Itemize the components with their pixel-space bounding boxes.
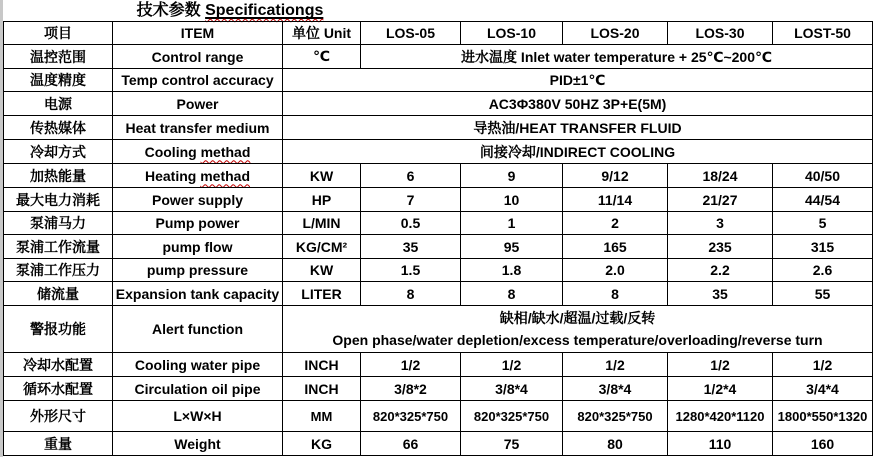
value-cell: 1/2: [361, 353, 461, 377]
value-cell: 1/2: [773, 353, 873, 377]
row-label-en: pump pressure: [113, 259, 283, 282]
row-label-zh: 泵浦马力: [4, 212, 113, 235]
value-cell: 1.5: [361, 259, 461, 282]
page-title-en: Specificationgs: [205, 2, 324, 19]
value-cell: 95: [461, 235, 563, 259]
value-cell: 235: [668, 235, 773, 259]
merged-value-cell: 进水温度 Inlet water temperature + 25℃~200℃: [361, 45, 873, 69]
misspelled-word: methad: [200, 167, 251, 184]
unit-cell: INCH: [283, 377, 361, 401]
unit-cell: KG: [283, 432, 361, 456]
row-label-zh: 泵浦工作流量: [4, 235, 113, 259]
value-cell: 820*325*750: [461, 401, 563, 432]
alert-line-en: Open phase/water depletion/excess temperature/overloading/reverse turn: [332, 332, 823, 348]
value-cell: 2.2: [668, 259, 773, 282]
header-cell-model-lost50: LOST-50: [773, 22, 873, 45]
row-pump-pressure: [4, 259, 873, 282]
row-label-en: Control range: [113, 45, 283, 69]
value-cell: 820*325*750: [361, 401, 461, 432]
value-cell: 44/54: [773, 188, 873, 212]
value-cell: 80: [563, 432, 668, 456]
value-cell: 165: [563, 235, 668, 259]
spec-table: [3, 21, 873, 456]
row-label-zh: 最大电力消耗: [4, 188, 113, 212]
row-alert-function: [4, 306, 873, 353]
header-cell-item-zh: 项目: [4, 22, 113, 45]
row-label-zh: 警报功能: [4, 306, 113, 353]
row-pump-power: [4, 212, 873, 235]
header-cell-model-los10: LOS-10: [461, 22, 563, 45]
unit-cell: KW: [283, 259, 361, 282]
row-label-zh: 重量: [4, 432, 113, 456]
value-cell: 1280*420*1120: [668, 401, 773, 432]
row-label-en: Expansion tank capacity: [113, 282, 283, 306]
unit-cell: ℃: [283, 45, 361, 69]
value-cell: 8: [461, 282, 563, 306]
header-cell-model-los20: LOS-20: [563, 22, 668, 45]
unit-cell: INCH: [283, 353, 361, 377]
row-label-zh: 冷却水配置: [4, 353, 113, 377]
row-label-en: Temp control accuracy: [113, 69, 283, 92]
value-cell: 110: [668, 432, 773, 456]
alert-line-zh: 缺相/缺水/超温/过载/反转: [499, 310, 656, 326]
row-label-en: Power supply: [113, 188, 283, 212]
row-heat-transfer-medium: [4, 116, 873, 140]
row-label-zh: 循环水配置: [4, 377, 113, 401]
value-cell: 55: [773, 282, 873, 306]
merged-value-cell: [283, 306, 873, 353]
row-label-zh: 温控范围: [4, 45, 113, 69]
value-cell: 35: [668, 282, 773, 306]
value-cell: 1.8: [461, 259, 563, 282]
row-label-zh: 传热媒体: [4, 116, 113, 140]
header-cell-item-en: ITEM: [113, 22, 283, 45]
unit-cell: HP: [283, 188, 361, 212]
row-label-en: Circulation oil pipe: [113, 377, 283, 401]
row-control-range: [4, 45, 873, 69]
row-heating-capacity: [4, 164, 873, 188]
value-cell: 11/14: [563, 188, 668, 212]
header-row: [4, 22, 873, 45]
row-label-zh: 温度精度: [4, 69, 113, 92]
row-label-en: Cooling water pipe: [113, 353, 283, 377]
unit-cell: KW: [283, 164, 361, 188]
value-cell: 315: [773, 235, 873, 259]
misspelled-word: methad: [200, 143, 251, 160]
row-label-en: Alert function: [113, 306, 283, 353]
unit-cell: LITER: [283, 282, 361, 306]
merged-value-cell: 间接冷却/INDIRECT COOLING: [283, 140, 873, 164]
value-cell: 8: [563, 282, 668, 306]
unit-cell: L/MIN: [283, 212, 361, 235]
value-cell: 35: [361, 235, 461, 259]
value-cell: 820*325*750: [563, 401, 668, 432]
row-label-zh: 储流量: [4, 282, 113, 306]
page-title-zh: 技术参数: [136, 2, 201, 19]
row-label-en: Pump power: [113, 212, 283, 235]
value-cell: 18/24: [668, 164, 773, 188]
value-cell: 9/12: [563, 164, 668, 188]
row-label-zh: 加热能量: [4, 164, 113, 188]
row-temp-accuracy: [4, 69, 873, 92]
value-cell: 66: [361, 432, 461, 456]
value-cell: 3/8*4: [461, 377, 563, 401]
value-cell: 3/8*2: [361, 377, 461, 401]
value-cell: 40/50: [773, 164, 873, 188]
value-cell: 75: [461, 432, 563, 456]
value-cell: 160: [773, 432, 873, 456]
header-cell-unit: 单位 Unit: [283, 22, 361, 45]
value-cell: 9: [461, 164, 563, 188]
value-cell: 1/2: [668, 353, 773, 377]
value-cell: 21/27: [668, 188, 773, 212]
value-cell: 1800*550*1320: [773, 401, 873, 432]
value-cell: 1/2: [563, 353, 668, 377]
value-cell: 5: [773, 212, 873, 235]
row-label-en: Power: [113, 92, 283, 116]
value-cell: 2.0: [563, 259, 668, 282]
row-dimensions: [4, 401, 873, 432]
value-cell: 2.6: [773, 259, 873, 282]
value-cell: 8: [361, 282, 461, 306]
row-expansion-tank: [4, 282, 873, 306]
unit-cell: KG/CM²: [283, 235, 361, 259]
row-label-en: Weight: [113, 432, 283, 456]
value-cell: 1/2*4: [668, 377, 773, 401]
row-label-en: Heating methad: [113, 164, 283, 188]
row-label-zh: 电源: [4, 92, 113, 116]
header-cell-model-los05: LOS-05: [361, 22, 461, 45]
row-weight: [4, 432, 873, 456]
row-cooling-water-pipe: [4, 353, 873, 377]
value-cell: 3/8*4: [563, 377, 668, 401]
row-cooling-method: [4, 140, 873, 164]
value-cell: 10: [461, 188, 563, 212]
row-power: [4, 92, 873, 116]
row-label-zh: 泵浦工作压力: [4, 259, 113, 282]
row-label-en: Heat transfer medium: [113, 116, 283, 140]
row-pump-flow: [4, 235, 873, 259]
row-max-power-consumption: [4, 188, 873, 212]
merged-value-cell: AC3Φ380V 50HZ 3P+E(5M): [283, 92, 873, 116]
value-cell: 3/4*4: [773, 377, 873, 401]
row-circulation-oil-pipe: [4, 377, 873, 401]
value-cell: 6: [361, 164, 461, 188]
value-cell: 1/2: [461, 353, 563, 377]
merged-value-cell: 导热油/HEAT TRANSFER FLUID: [283, 116, 873, 140]
value-cell: 0.5: [361, 212, 461, 235]
row-label-en: Cooling methad: [113, 140, 283, 164]
unit-cell: MM: [283, 401, 361, 432]
value-cell: 7: [361, 188, 461, 212]
row-label-en: pump flow: [113, 235, 283, 259]
row-label-en: L×W×H: [113, 401, 283, 432]
header-cell-model-los30: LOS-30: [668, 22, 773, 45]
value-cell: 1: [461, 212, 563, 235]
value-cell: 3: [668, 212, 773, 235]
row-label-zh: 冷却方式: [4, 140, 113, 164]
row-label-zh: 外形尺寸: [4, 401, 113, 432]
merged-value-cell: PID±1℃: [283, 69, 873, 92]
page-title: [0, 0, 460, 21]
value-cell: 2: [563, 212, 668, 235]
